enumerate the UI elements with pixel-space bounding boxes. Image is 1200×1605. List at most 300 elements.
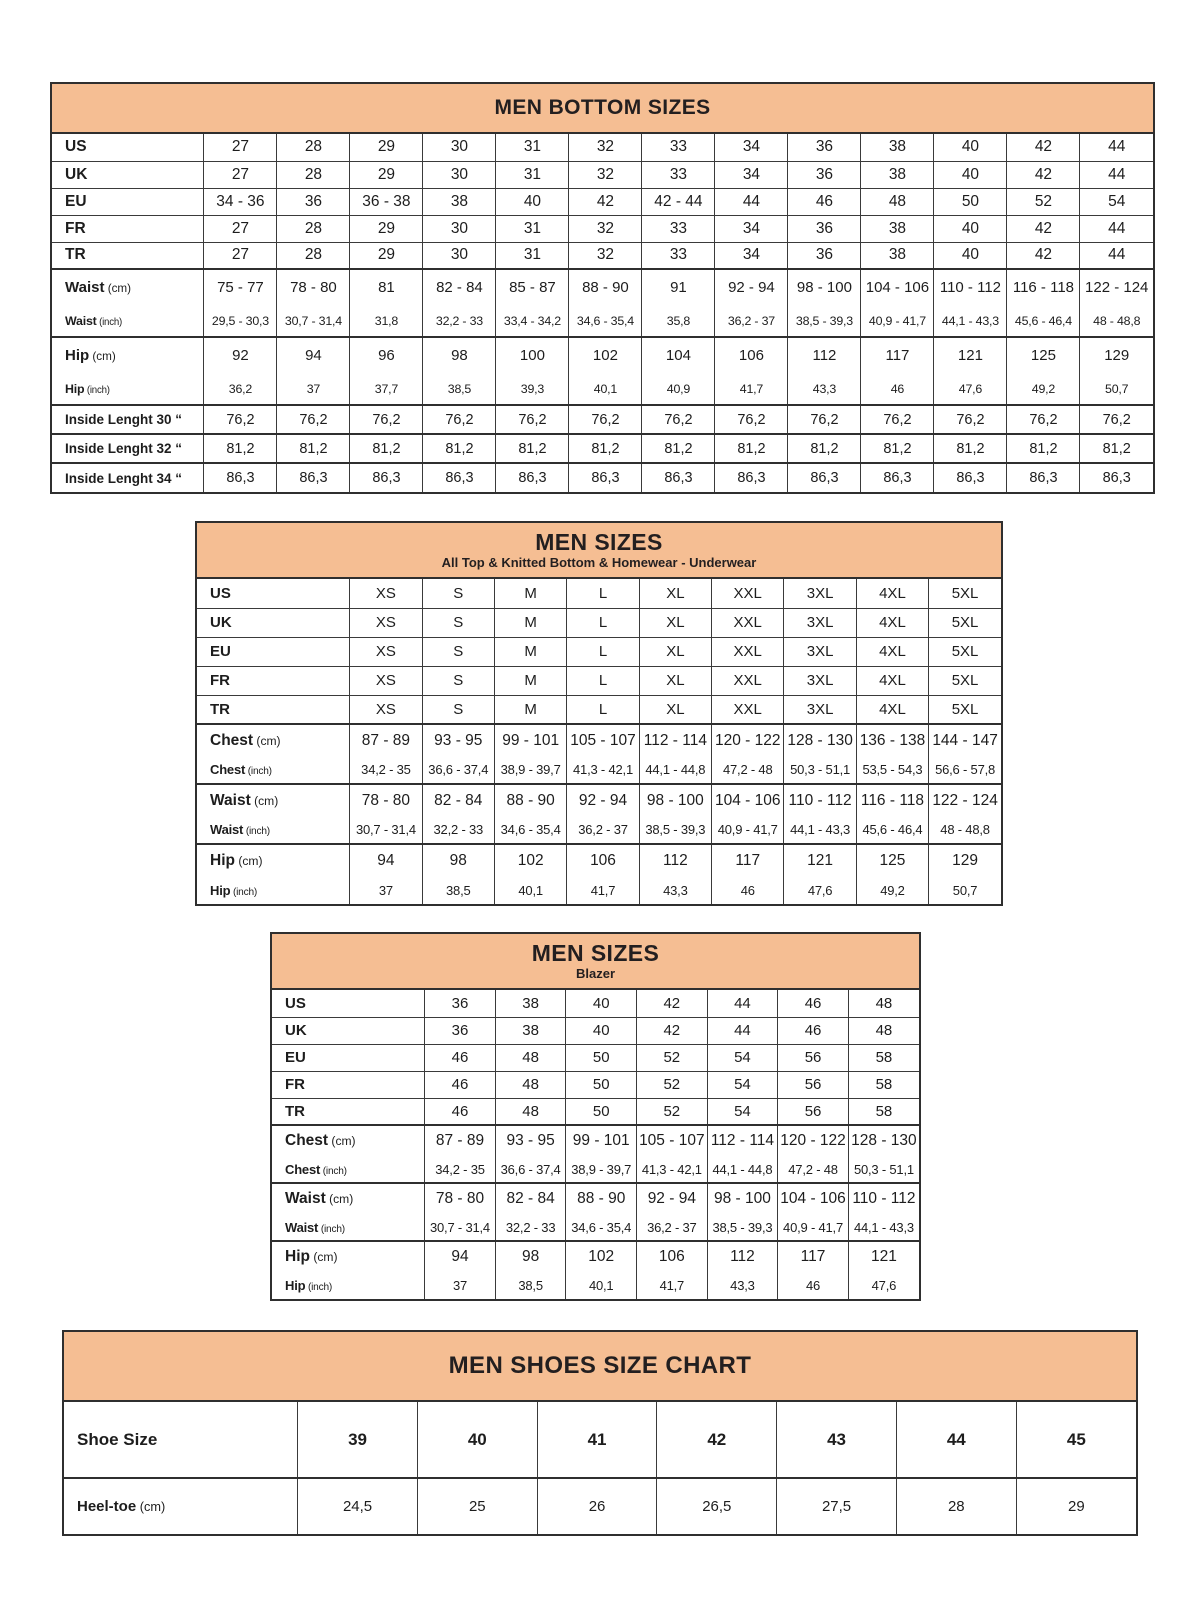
- value-cell: 112: [707, 1241, 778, 1272]
- value-cell: 86,3: [642, 463, 715, 492]
- value-cell: 92 - 94: [637, 1183, 708, 1214]
- row-label: Hip (cm): [52, 337, 204, 373]
- value-cell: 110 - 112: [934, 269, 1007, 305]
- value-cell: 38: [861, 215, 934, 242]
- table-row: [272, 1017, 919, 1044]
- value-cell: 43,3: [788, 373, 861, 405]
- value-cell: 92 - 94: [567, 784, 639, 816]
- row-label-unit: (inch): [243, 826, 270, 837]
- value-cell: 29: [350, 215, 423, 242]
- value-cell: 52: [1007, 188, 1080, 215]
- value-cell: L: [567, 608, 639, 637]
- value-cell: 32,2 - 33: [495, 1214, 566, 1241]
- value-cell: 76,2: [277, 405, 350, 434]
- value-cell: 122 - 124: [1080, 269, 1153, 305]
- value-cell: 38: [495, 990, 566, 1017]
- value-cell: 46: [425, 1071, 496, 1098]
- value-cell: 40,1: [494, 876, 566, 904]
- value-cell: 48 - 48,8: [929, 816, 1001, 844]
- value-cell: 40: [934, 242, 1007, 269]
- value-cell: 34,2 - 35: [350, 756, 422, 784]
- value-cell: 58: [848, 1098, 919, 1125]
- value-cell: 86,3: [715, 463, 788, 492]
- value-cell: 52: [637, 1044, 708, 1071]
- value-cell: 112: [788, 337, 861, 373]
- value-cell: XS: [350, 637, 422, 666]
- value-cell: 38,5 - 39,3: [788, 305, 861, 337]
- value-cell: 82 - 84: [423, 269, 496, 305]
- value-cell: L: [567, 637, 639, 666]
- value-cell: 75 - 77: [204, 269, 277, 305]
- value-cell: S: [422, 637, 494, 666]
- value-cell: 81,2: [277, 434, 350, 463]
- value-cell: 37,7: [350, 373, 423, 405]
- value-cell: 116 - 118: [1007, 269, 1080, 305]
- value-cell: 121: [848, 1241, 919, 1272]
- value-cell: 86,3: [861, 463, 934, 492]
- value-cell: 98: [422, 844, 494, 876]
- table-row: [52, 463, 1153, 492]
- value-cell: 92: [204, 337, 277, 373]
- table-title: MEN BOTTOM SIZES: [494, 96, 711, 120]
- value-cell: 47,6: [784, 876, 856, 904]
- value-cell: XXL: [712, 637, 784, 666]
- row-label-unit: (cm): [250, 793, 279, 808]
- value-cell: 40,9 - 41,7: [861, 305, 934, 337]
- value-cell: 48 - 48,8: [1080, 305, 1153, 337]
- value-cell: 4XL: [856, 579, 928, 608]
- value-cell: 56: [778, 1044, 849, 1071]
- row-label-unit: (inch): [245, 766, 272, 777]
- row-label: US: [52, 134, 204, 161]
- men-sizes-blazer-section: [270, 932, 921, 1301]
- value-cell: 32,2 - 33: [423, 305, 496, 337]
- value-cell: XL: [639, 637, 711, 666]
- value-cell: 48: [848, 990, 919, 1017]
- value-cell: 110 - 112: [784, 784, 856, 816]
- value-cell: 48: [495, 1071, 566, 1098]
- value-cell: 31: [496, 242, 569, 269]
- value-cell: 144 - 147: [929, 724, 1001, 756]
- value-cell: 94: [425, 1241, 496, 1272]
- value-cell: 86,3: [934, 463, 1007, 492]
- value-cell: 31: [496, 161, 569, 188]
- table-row: [52, 134, 1153, 161]
- row-label-unit: (inch): [318, 1223, 345, 1235]
- row-label-unit: (inch): [84, 384, 110, 396]
- value-cell: XL: [639, 579, 711, 608]
- value-cell: 44: [715, 188, 788, 215]
- value-cell: 40: [566, 1017, 637, 1044]
- value-cell: 4XL: [856, 695, 928, 724]
- table-title: MEN SIZES: [531, 939, 660, 966]
- value-cell: 33: [642, 161, 715, 188]
- value-cell: 58: [848, 1071, 919, 1098]
- row-label: US: [197, 579, 350, 608]
- table-row: [272, 1272, 919, 1299]
- value-cell: 88 - 90: [566, 1183, 637, 1214]
- value-cell: 36,6 - 37,4: [422, 756, 494, 784]
- value-cell: 76,2: [1080, 405, 1153, 434]
- value-cell: 128 - 130: [848, 1125, 919, 1156]
- value-cell: 42: [1007, 215, 1080, 242]
- table-row: [52, 215, 1153, 242]
- value-cell: 50: [566, 1071, 637, 1098]
- table-row: [64, 1478, 1136, 1534]
- value-cell: 48: [848, 1017, 919, 1044]
- value-cell: 36,2: [204, 373, 277, 405]
- value-cell: 45,6 - 46,4: [1007, 305, 1080, 337]
- value-cell: 104 - 106: [778, 1183, 849, 1214]
- value-cell: 38: [423, 188, 496, 215]
- value-cell: 50,3 - 51,1: [784, 756, 856, 784]
- men-bottom-sizes-section: [50, 82, 1155, 494]
- value-cell: 35,8: [642, 305, 715, 337]
- men-sizes-blazer-header: [272, 934, 919, 990]
- row-label: UK: [197, 608, 350, 637]
- value-cell: 47,6: [848, 1272, 919, 1299]
- value-cell: 54: [707, 1071, 778, 1098]
- value-cell: 81,2: [204, 434, 277, 463]
- row-label: Hip (inch): [272, 1272, 425, 1299]
- value-cell: 30,7 - 31,4: [425, 1214, 496, 1241]
- value-cell: 44,1 - 44,8: [707, 1156, 778, 1183]
- value-cell: 27: [204, 215, 277, 242]
- value-cell: 44: [1080, 215, 1153, 242]
- table-row: [197, 637, 1001, 666]
- value-cell: 76,2: [788, 405, 861, 434]
- value-cell: 136 - 138: [856, 724, 928, 756]
- value-cell: 40,9 - 41,7: [712, 816, 784, 844]
- value-cell: 36,2 - 37: [715, 305, 788, 337]
- value-cell: M: [494, 637, 566, 666]
- value-cell: 42: [569, 188, 642, 215]
- value-cell: L: [567, 666, 639, 695]
- value-cell: M: [494, 666, 566, 695]
- men-shoes-size-chart-section: [62, 1330, 1138, 1536]
- value-cell: 36: [788, 215, 861, 242]
- value-cell: 120 - 122: [712, 724, 784, 756]
- value-cell: 39,3: [496, 373, 569, 405]
- row-label: FR: [272, 1071, 425, 1098]
- value-cell: 5XL: [929, 608, 1001, 637]
- men-sizes-tops-header: [197, 523, 1001, 579]
- value-cell: 81,2: [642, 434, 715, 463]
- value-cell: 88 - 90: [569, 269, 642, 305]
- men-bottom-sizes-table: [52, 134, 1153, 492]
- row-label: Hip (inch): [197, 876, 350, 904]
- value-cell: XL: [639, 695, 711, 724]
- value-cell: 56,6 - 57,8: [929, 756, 1001, 784]
- value-cell: 27,5: [777, 1478, 897, 1534]
- value-cell: 56: [778, 1071, 849, 1098]
- value-cell: 46: [778, 990, 849, 1017]
- value-cell: 76,2: [423, 405, 496, 434]
- value-cell: 3XL: [784, 608, 856, 637]
- value-cell: 53,5 - 54,3: [856, 756, 928, 784]
- table-row: [64, 1402, 1136, 1478]
- value-cell: 102: [569, 337, 642, 373]
- value-cell: 41,3 - 42,1: [567, 756, 639, 784]
- value-cell: XS: [350, 579, 422, 608]
- value-cell: 54: [1080, 188, 1153, 215]
- table-row: [197, 695, 1001, 724]
- value-cell: M: [494, 608, 566, 637]
- value-cell: 98: [495, 1241, 566, 1272]
- value-cell: 105 - 107: [567, 724, 639, 756]
- value-cell: 30: [423, 134, 496, 161]
- row-label: TR: [197, 695, 350, 724]
- value-cell: 41,3 - 42,1: [637, 1156, 708, 1183]
- value-cell: 29: [350, 242, 423, 269]
- value-cell: 3XL: [784, 695, 856, 724]
- value-cell: S: [422, 666, 494, 695]
- value-cell: 34: [715, 215, 788, 242]
- value-cell: 76,2: [934, 405, 1007, 434]
- value-cell: 106: [715, 337, 788, 373]
- value-cell: 38,5 - 39,3: [639, 816, 711, 844]
- value-cell: 86,3: [204, 463, 277, 492]
- value-cell: 76,2: [861, 405, 934, 434]
- row-label: Waist (cm): [272, 1183, 425, 1214]
- value-cell: 40,9: [642, 373, 715, 405]
- value-cell: 98 - 100: [788, 269, 861, 305]
- value-cell: 31,8: [350, 305, 423, 337]
- men-bottom-sizes-header: [52, 84, 1153, 134]
- value-cell: 40: [496, 188, 569, 215]
- value-cell: 85 - 87: [496, 269, 569, 305]
- value-cell: XL: [639, 608, 711, 637]
- value-cell: 40: [934, 134, 1007, 161]
- value-cell: XS: [350, 608, 422, 637]
- men-sizes-tops-table: [197, 579, 1001, 904]
- value-cell: 32: [569, 134, 642, 161]
- value-cell: 94: [350, 844, 422, 876]
- value-cell: 34: [715, 242, 788, 269]
- value-cell: 40,9 - 41,7: [778, 1214, 849, 1241]
- value-cell: 36: [425, 1017, 496, 1044]
- table-row: [272, 990, 919, 1017]
- row-label-unit: (inch): [305, 1282, 333, 1293]
- row-label: FR: [197, 666, 350, 695]
- value-cell: 40,1: [566, 1272, 637, 1299]
- value-cell: 27: [204, 161, 277, 188]
- table-title: MEN SHOES SIZE CHART: [448, 1351, 752, 1379]
- row-label: EU: [52, 188, 204, 215]
- value-cell: 36: [425, 990, 496, 1017]
- value-cell: 46: [788, 188, 861, 215]
- value-cell: 78 - 80: [277, 269, 350, 305]
- value-cell: 106: [567, 844, 639, 876]
- row-label: Inside Lenght 32 “: [52, 434, 204, 463]
- value-cell: 44,1 - 44,8: [639, 756, 711, 784]
- value-cell: 30,7 - 31,4: [350, 816, 422, 844]
- row-label: Waist (cm): [52, 269, 204, 305]
- value-cell: 3XL: [784, 666, 856, 695]
- value-cell: 28: [277, 215, 350, 242]
- value-cell: 129: [929, 844, 1001, 876]
- value-cell: S: [422, 579, 494, 608]
- value-cell: 28: [277, 242, 350, 269]
- value-cell: 38: [861, 242, 934, 269]
- value-cell: 43,3: [707, 1272, 778, 1299]
- value-cell: 81,2: [350, 434, 423, 463]
- value-cell: 78 - 80: [425, 1183, 496, 1214]
- value-cell: 41: [537, 1402, 657, 1478]
- value-cell: 98 - 100: [639, 784, 711, 816]
- value-cell: 34 - 36: [204, 188, 277, 215]
- value-cell: 86,3: [350, 463, 423, 492]
- value-cell: 112 - 114: [639, 724, 711, 756]
- row-label-unit: (cm): [328, 1134, 356, 1148]
- value-cell: 125: [1007, 337, 1080, 373]
- row-label: Hip (inch): [52, 373, 204, 405]
- table-row: [197, 816, 1001, 844]
- table-row: [197, 844, 1001, 876]
- row-label: FR: [52, 215, 204, 242]
- value-cell: 44,1 - 43,3: [848, 1214, 919, 1241]
- value-cell: 38,5: [423, 373, 496, 405]
- value-cell: 81,2: [496, 434, 569, 463]
- row-label: Chest (inch): [272, 1156, 425, 1183]
- value-cell: 50: [934, 188, 1007, 215]
- value-cell: 34,6 - 35,4: [566, 1214, 637, 1241]
- table-row: [272, 1214, 919, 1241]
- value-cell: 50,3 - 51,1: [848, 1156, 919, 1183]
- value-cell: 42: [1007, 242, 1080, 269]
- value-cell: 104 - 106: [861, 269, 934, 305]
- value-cell: 25: [417, 1478, 537, 1534]
- value-cell: 78 - 80: [350, 784, 422, 816]
- value-cell: 94: [277, 337, 350, 373]
- table-row: [52, 161, 1153, 188]
- value-cell: 50: [566, 1044, 637, 1071]
- value-cell: 28: [896, 1478, 1016, 1534]
- value-cell: 30: [423, 161, 496, 188]
- value-cell: 110 - 112: [848, 1183, 919, 1214]
- value-cell: 100: [496, 337, 569, 373]
- row-label: Heel-toe (cm): [64, 1478, 298, 1534]
- value-cell: 29: [1016, 1478, 1136, 1534]
- value-cell: 43: [777, 1402, 897, 1478]
- value-cell: 43,3: [639, 876, 711, 904]
- value-cell: 44,1 - 43,3: [784, 816, 856, 844]
- value-cell: 29: [350, 161, 423, 188]
- value-cell: 117: [712, 844, 784, 876]
- value-cell: 4XL: [856, 608, 928, 637]
- value-cell: 86,3: [496, 463, 569, 492]
- value-cell: 33: [642, 242, 715, 269]
- value-cell: 34: [715, 161, 788, 188]
- value-cell: 112: [639, 844, 711, 876]
- value-cell: 76,2: [569, 405, 642, 434]
- row-label-unit: (cm): [89, 350, 116, 363]
- value-cell: 34,2 - 35: [425, 1156, 496, 1183]
- value-cell: 45: [1016, 1402, 1136, 1478]
- value-cell: 44: [707, 990, 778, 1017]
- table-row: [197, 608, 1001, 637]
- table-row: [52, 373, 1153, 405]
- value-cell: 48: [861, 188, 934, 215]
- value-cell: 87 - 89: [350, 724, 422, 756]
- value-cell: 46: [861, 373, 934, 405]
- value-cell: 36: [277, 188, 350, 215]
- value-cell: 38,5: [422, 876, 494, 904]
- value-cell: 3XL: [784, 579, 856, 608]
- value-cell: 28: [277, 134, 350, 161]
- value-cell: 29,5 - 30,3: [204, 305, 277, 337]
- value-cell: XS: [350, 666, 422, 695]
- row-label: Shoe Size: [64, 1402, 298, 1478]
- value-cell: 81,2: [788, 434, 861, 463]
- value-cell: 46: [778, 1272, 849, 1299]
- value-cell: 45,6 - 46,4: [856, 816, 928, 844]
- row-label-unit: (cm): [253, 733, 281, 748]
- value-cell: 27: [204, 242, 277, 269]
- value-cell: 24,5: [298, 1478, 418, 1534]
- value-cell: 42 - 44: [642, 188, 715, 215]
- value-cell: 36,2 - 37: [637, 1214, 708, 1241]
- value-cell: 36 - 38: [350, 188, 423, 215]
- value-cell: 44: [1080, 161, 1153, 188]
- value-cell: 99 - 101: [566, 1125, 637, 1156]
- row-label-unit: (cm): [325, 1192, 354, 1206]
- value-cell: 86,3: [1007, 463, 1080, 492]
- value-cell: 44: [1080, 134, 1153, 161]
- value-cell: 44,1 - 43,3: [934, 305, 1007, 337]
- value-cell: 34,6 - 35,4: [569, 305, 642, 337]
- row-label-unit: (inch): [96, 316, 123, 328]
- value-cell: 37: [277, 373, 350, 405]
- men-shoes-size-chart-table: [64, 1402, 1136, 1534]
- value-cell: 36: [788, 134, 861, 161]
- value-cell: XXL: [712, 608, 784, 637]
- value-cell: 30,7 - 31,4: [277, 305, 350, 337]
- value-cell: 38: [861, 134, 934, 161]
- row-label-unit: (inch): [230, 886, 258, 898]
- value-cell: 44: [1080, 242, 1153, 269]
- value-cell: 54: [707, 1044, 778, 1071]
- value-cell: 5XL: [929, 579, 1001, 608]
- men-sizes-tops-section: [195, 521, 1003, 906]
- value-cell: 37: [350, 876, 422, 904]
- value-cell: 36: [788, 161, 861, 188]
- value-cell: 36: [788, 242, 861, 269]
- value-cell: S: [422, 695, 494, 724]
- value-cell: 5XL: [929, 695, 1001, 724]
- row-label-unit: (inch): [320, 1165, 347, 1177]
- row-label: Waist (cm): [197, 784, 350, 816]
- value-cell: 50,7: [1080, 373, 1153, 405]
- value-cell: 76,2: [642, 405, 715, 434]
- value-cell: 39: [298, 1402, 418, 1478]
- value-cell: 4XL: [856, 666, 928, 695]
- value-cell: 34: [715, 134, 788, 161]
- table-row: [52, 405, 1153, 434]
- value-cell: 99 - 101: [494, 724, 566, 756]
- value-cell: 38: [495, 1017, 566, 1044]
- value-cell: 40: [566, 990, 637, 1017]
- value-cell: 81,2: [1080, 434, 1153, 463]
- value-cell: 26,5: [657, 1478, 777, 1534]
- value-cell: 5XL: [929, 637, 1001, 666]
- value-cell: 4XL: [856, 637, 928, 666]
- value-cell: 50,7: [929, 876, 1001, 904]
- value-cell: 76,2: [204, 405, 277, 434]
- table-row: [272, 1098, 919, 1125]
- value-cell: 40: [417, 1402, 537, 1478]
- value-cell: 121: [934, 337, 1007, 373]
